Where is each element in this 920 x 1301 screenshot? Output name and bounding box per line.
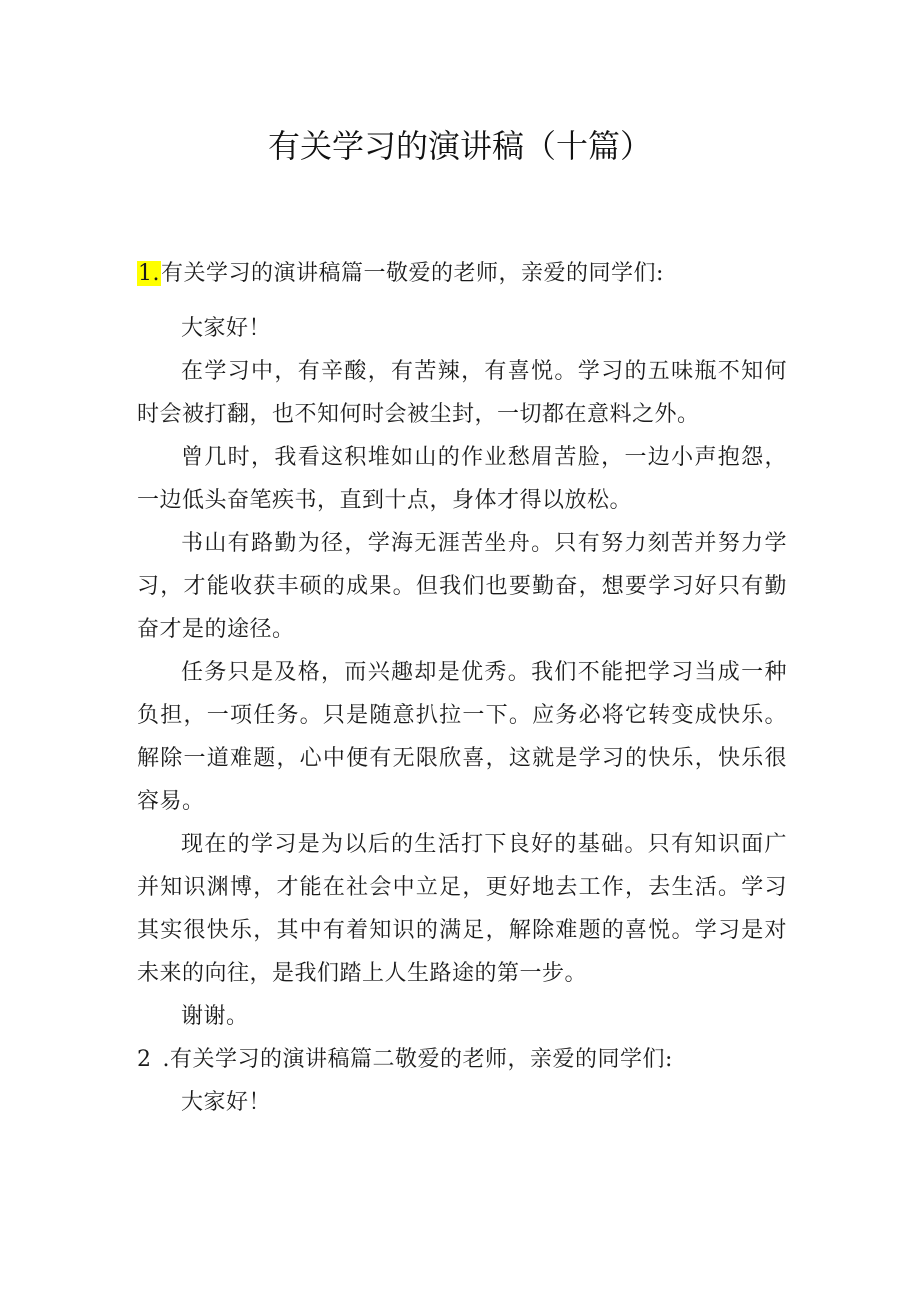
section-1-greeting: 大家好！ <box>181 316 272 341</box>
section-1-closing: 谢谢。 <box>181 1004 249 1029</box>
section-2-number: 2 <box>137 1047 152 1072</box>
section-1-paragraph-2: 曾几时，我看这积堆如山的作业愁眉苦脸，一边小声抱怨，一边低头奋笔疾书，直到十点，身体才得以放松。 <box>137 445 787 513</box>
section-2-heading-text: .有关学习的演讲稿篇二敬爱的老师，亲爱的同学们: <box>162 1047 673 1072</box>
document-body <box>137 252 787 1124</box>
section-2-greeting: 大家好！ <box>181 1090 272 1115</box>
section-1-paragraph-3: 书山有路勤为径，学海无涯苦坐舟。只有努力刻苦并努力学习，才能收获丰硕的成果。但我们也要勤奋，想要学习好只有勤奋才是的途径。 <box>137 531 787 642</box>
section-1-heading <box>137 252 787 295</box>
section-1-paragraph-1: 在学习中，有辛酸，有苦辣，有喜悦。学习的五味瓶不知何时会被打翻，也不知何时会被尘封，一切都在意料之外。 <box>137 359 787 427</box>
section-1-paragraph-5: 现在的学习是为以后的生活打下良好的基础。只有知识面广并知识渊博，才能在社会中立足，更好地去工作，去生活。学习其实很快乐，其中有着知识的满足，解除难题的喜悦。学习是对未来的向往，是我们踏上人生路途的第一步。 <box>137 832 787 986</box>
section-1-heading-text: 有关学习的演讲稿篇一敬爱的老师，亲爱的同学们: <box>161 261 664 286</box>
section-2-heading <box>137 1038 787 1081</box>
document-title: 有关学习的演讲稿（十篇） <box>267 127 652 165</box>
section-1-number-highlight: 1. <box>138 261 160 286</box>
section-1-paragraph-4: 任务只是及格，而兴趣却是优秀。我们不能把学习当成一种负担，一项任务。只是随意扒拉一下。应务必将它转变成快乐。解除一道难题，心中便有无限欣喜，这就是学习的快乐，快乐很容易。 <box>137 660 787 814</box>
